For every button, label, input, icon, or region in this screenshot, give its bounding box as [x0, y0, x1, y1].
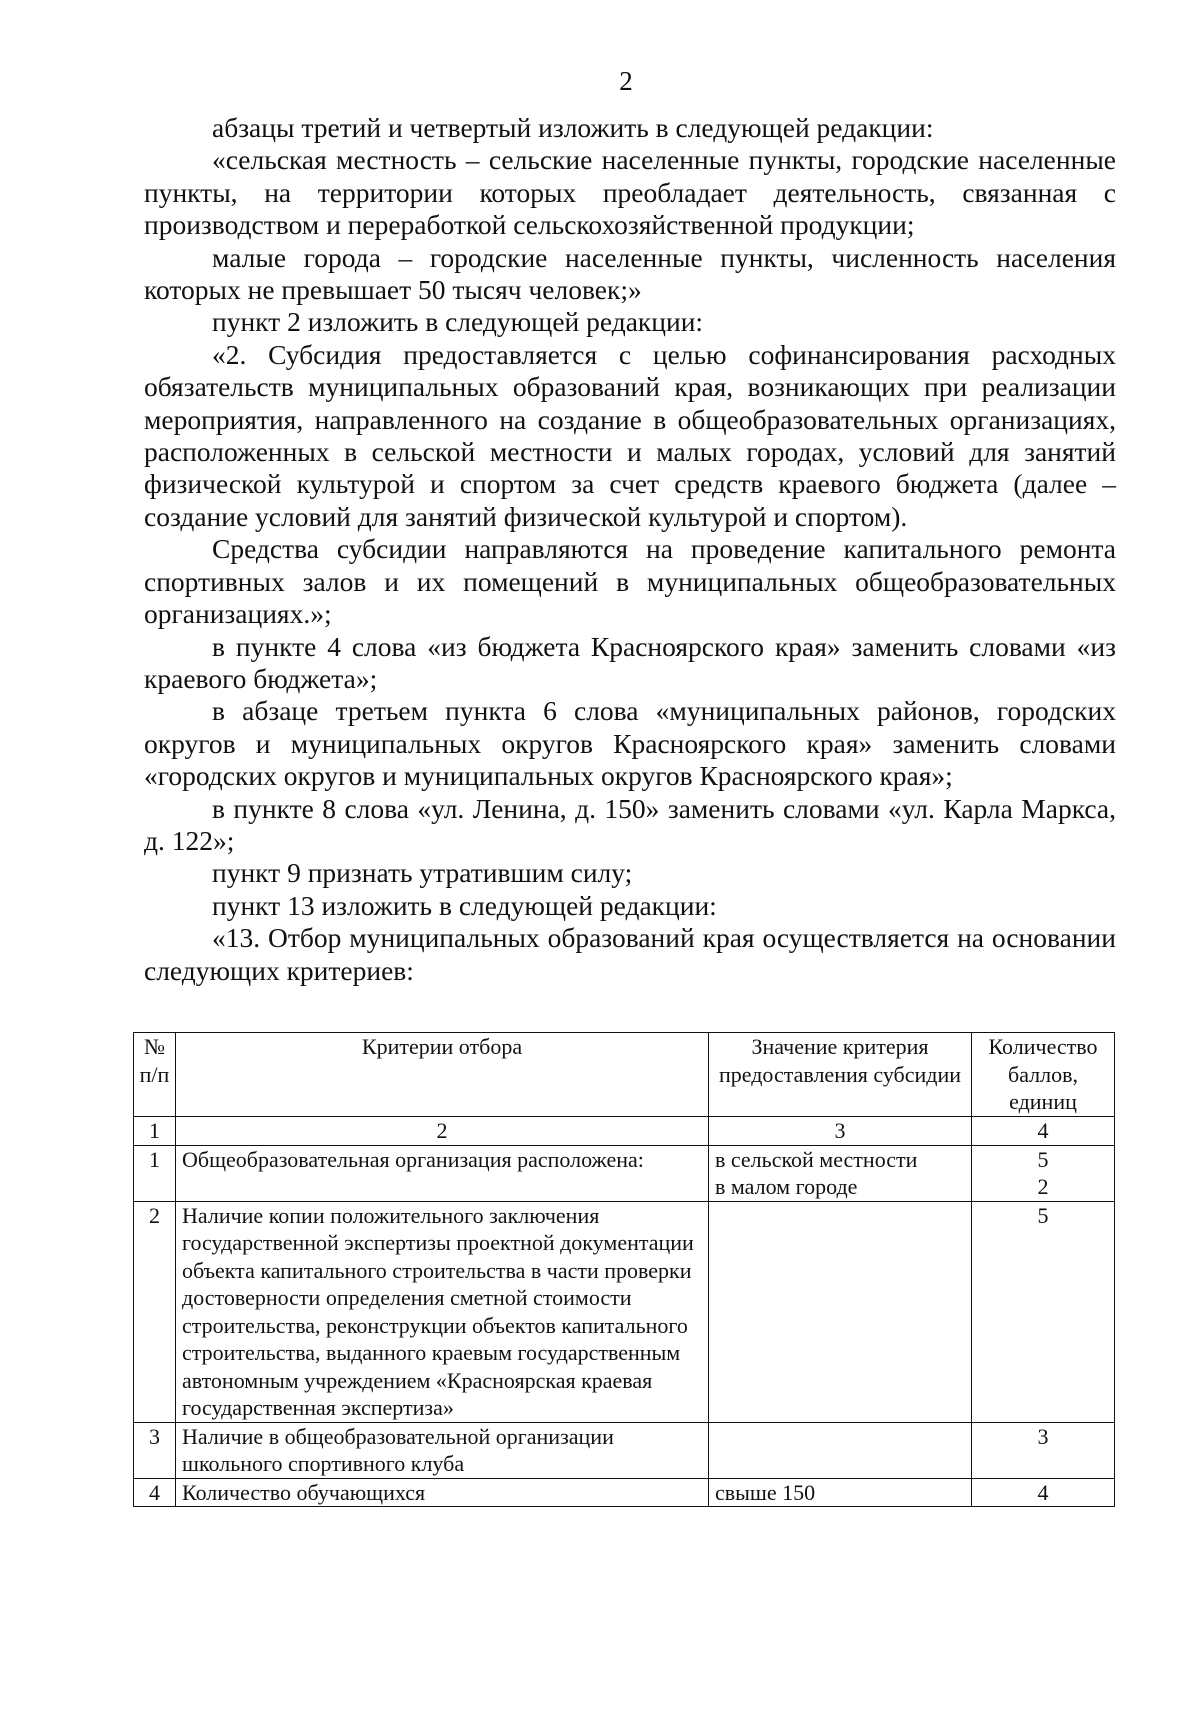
paragraph: малые города – городские населенные пункты, численность населения которых не превышает 50 тысяч человек;» — [144, 241, 1116, 306]
header-points: Количество баллов, единиц — [972, 1033, 1115, 1117]
paragraph: абзацы третий и четвертый изложить в следующей редакции: — [212, 112, 934, 143]
row-criterion: Общеобразовательная организация расположена: — [176, 1145, 709, 1201]
column-number: 4 — [972, 1117, 1115, 1146]
points-line: 3 — [1037, 1423, 1049, 1449]
row-criterion: Количество обучающихся — [176, 1478, 709, 1507]
paragraph: Средства субсидии направляются на проведение капитального ремонта спортивных залов и их помещений в муниципальных общеобразовательных организациях.»; — [144, 533, 1116, 630]
header-value: Значение критерия предоставления субсидии — [709, 1033, 972, 1117]
criteria-table — [133, 1032, 1115, 1507]
points-line: 5 — [1037, 1146, 1049, 1172]
document-body — [144, 112, 1116, 987]
column-number: 1 — [134, 1117, 176, 1146]
points-line: 5 — [1037, 1202, 1049, 1228]
row-num: 3 — [134, 1422, 176, 1478]
row-value — [709, 1201, 972, 1422]
row-num: 1 — [134, 1145, 176, 1201]
paragraph: пункт 2 изложить в следующей редакции: — [212, 306, 704, 338]
column-number: 3 — [709, 1117, 972, 1146]
table-row — [134, 1201, 1115, 1422]
value-line: в малом городе — [715, 1174, 858, 1199]
header-num: № п/п — [134, 1033, 176, 1117]
points-line: 2 — [1037, 1174, 1049, 1199]
paragraph: пункт 9 признать утратившим силу; — [212, 857, 633, 889]
value-line: в сельской местности — [715, 1146, 918, 1172]
header-criterion: Критерии отбора — [176, 1033, 709, 1117]
paragraph: пункт 13 изложить в следующей редакции: — [212, 889, 717, 921]
row-criterion: Наличие в общеобразовательной организации школьного спортивного клуба — [176, 1422, 709, 1478]
table-header-row — [134, 1033, 1115, 1117]
paragraph: «13. Отбор муниципальных образований края осуществляется на основании следующих критериев: — [144, 922, 1116, 986]
row-points — [972, 1145, 1115, 1201]
page-number: 2 — [619, 66, 633, 96]
paragraph: в пункте 8 слова «ул. Ленина, д. 150» заменить словами «ул. Карла Маркса, д. 122»; — [144, 792, 1116, 856]
table-row — [134, 1478, 1115, 1507]
row-points — [972, 1478, 1115, 1507]
row-points — [972, 1422, 1115, 1478]
row-value — [709, 1145, 972, 1201]
value-line: свыше 150 — [715, 1479, 816, 1505]
paragraph: в абзаце третьем пункта 6 слова «муниципальных районов, городских округов и муниципальных округов Красноярского края» заменить словами «городских округов и муниципальных округов Красноярского края»; — [144, 695, 1116, 792]
row-value — [709, 1478, 972, 1507]
paragraph: «2. Субсидия предоставляется с целью софинансирования расходных обязательств муниципальных образований края, возникающих при реализации мероприятия, направленного на создание в общеобразовательных организациях, расположенных в сельской местности и малых городах, условий для занятий физической культурой и спортом за счет средств краевого бюджета (далее – создание условий для занятий физической культурой и спортом). — [144, 338, 1116, 532]
table-row — [134, 1422, 1115, 1478]
column-number: 2 — [176, 1117, 709, 1146]
row-num: 2 — [134, 1201, 176, 1422]
row-criterion: Наличие копии положительного заключения государственной экспертизы проектной документации объекта капитального строительства в части проверки достоверности определения сметной стоимости строительства, реконструкции объектов капитального строительства, выданного краевым государственным автономным учреждением «Красноярская краевая государственная экспертиза» — [176, 1201, 709, 1422]
column-number-row — [134, 1117, 1115, 1146]
row-points — [972, 1201, 1115, 1422]
points-line: 4 — [1037, 1479, 1049, 1505]
row-value — [709, 1422, 972, 1478]
paragraph: в пункте 4 слова «из бюджета Красноярского края» заменить словами «из краевого бюджета»; — [144, 630, 1116, 694]
table-row — [134, 1145, 1115, 1201]
row-num: 4 — [134, 1478, 176, 1507]
paragraph: «сельская местность – сельские населенные пункты, городские населенные пункты, на территории которых преобладает деятельность, связанная с производством и переработкой сельскохозяйственной продукции; — [144, 144, 1116, 241]
